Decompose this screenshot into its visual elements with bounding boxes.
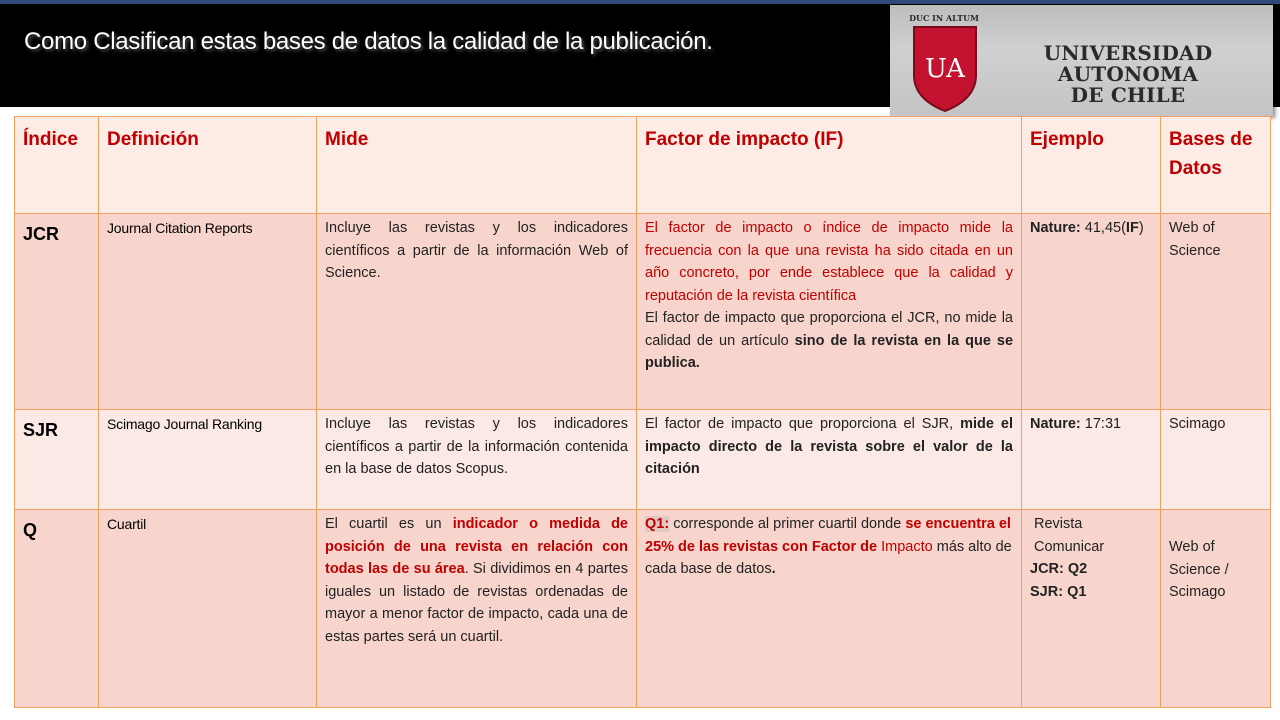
logo-motto: DUC IN ALTUM	[909, 13, 979, 23]
jcr-factor	[637, 214, 1022, 410]
q-mide-1: El cuartil es un	[325, 516, 453, 532]
header-ejemplo: Ejemplo	[1022, 117, 1161, 214]
q-factor-5: .	[771, 561, 776, 577]
sjr-ejemplo-label: Nature:	[1030, 416, 1081, 432]
university-name	[988, 43, 1268, 106]
q-factor-2: se encuentra el 25% de las revistas con Factor de	[645, 516, 1011, 555]
sjr-factor-plain: El factor de impacto que proporciona el SJR,	[645, 416, 961, 432]
header-mide: Mide	[317, 117, 637, 214]
q-factor-3: Impacto	[881, 538, 933, 555]
q-bases: Web of Science / Scimago	[1161, 510, 1271, 708]
sjr-indice: SJR	[15, 410, 99, 510]
q-mide-3: . Si dividimos en 4 partes iguales un listado de revistas ordenadas de mayor a menor factor de impacto, cada una de estas partes será un cuartil.	[325, 561, 628, 645]
sjr-ejemplo	[1022, 410, 1161, 510]
sjr-factor-bold: mide el impacto directo de la revista sobre el valor de la citación	[645, 416, 1014, 477]
university-name-line1: UNIVERSIDAD AUTONOMA	[1043, 41, 1213, 86]
q-mide	[317, 510, 637, 708]
jcr-ejemplo-close: )	[1138, 220, 1144, 236]
sjr-definicion: Scimago Journal Ranking	[99, 410, 317, 510]
table-row	[15, 214, 1271, 410]
q-ejemplo-line2: JCR: Q2	[1030, 561, 1088, 577]
table-row	[15, 410, 1271, 510]
header-definicion: Definición	[99, 117, 317, 214]
university-logo	[890, 5, 1273, 116]
jcr-bases: Web of Science	[1161, 214, 1271, 410]
q-mide-2: indicador o medida de posición de una revista en relación con todas las de su área	[325, 516, 628, 577]
university-name-line2: DE CHILE	[1070, 83, 1186, 107]
header-bases: Bases de Datos	[1161, 117, 1271, 214]
table-header-row	[15, 117, 1271, 214]
table-row	[15, 510, 1271, 708]
jcr-mide: Incluye las revistas y los indicadores científicos a partir de la información Web of Science.	[317, 214, 637, 410]
q-ejemplo-line1: Revista Comunicar	[1034, 516, 1105, 555]
shield-icon	[908, 13, 982, 113]
jcr-ejemplo-label: Nature:	[1030, 220, 1081, 236]
jcr-definicion: Journal Citation Reports	[99, 214, 317, 410]
jcr-ejemplo-if: IF	[1125, 220, 1139, 236]
jcr-ejemplo-value: 41,45(	[1080, 220, 1126, 236]
jcr-factor-bold: sino de la revista en la que se publica.	[645, 332, 1014, 371]
header-factor: Factor de impacto (IF)	[637, 117, 1022, 214]
jcr-factor-plain: El factor de impacto que proporciona el JCR, no mide la calidad de un artículo	[645, 310, 1013, 349]
shield-letters: UA	[925, 54, 965, 84]
q-factor-1: corresponde al primer cuartil donde	[669, 516, 906, 532]
sjr-bases: Scimago	[1161, 410, 1271, 510]
q-factor	[637, 510, 1022, 708]
q-definicion: Cuartil	[99, 510, 317, 708]
q-factor-q1: Q1:	[645, 516, 670, 532]
sjr-factor	[637, 410, 1022, 510]
header-indice: Índice	[15, 117, 99, 214]
jcr-factor-red: El factor de impacto o índice de impacto mide la frecuencia con la que una revista ha sido citada en un año concreto, por ende establece que la calidad y reputación de la revista científica	[645, 220, 1013, 304]
jcr-indice: JCR	[15, 214, 99, 410]
jcr-ejemplo	[1022, 214, 1161, 410]
q-indice: Q	[15, 510, 99, 708]
classification-table	[14, 116, 1271, 708]
sjr-mide: Incluye las revistas y los indicadores científicos a partir de la información contenida en la base de datos Scopus.	[317, 410, 637, 510]
slide-title: Como Clasifican estas bases de datos la calidad de la publicación.	[24, 28, 713, 55]
q-ejemplo-line3: SJR: Q1	[1030, 583, 1087, 600]
q-factor-4: más alto de cada base de datos	[645, 538, 1012, 577]
q-ejemplo	[1022, 510, 1161, 708]
sjr-ejemplo-value: 17:31	[1080, 416, 1122, 432]
